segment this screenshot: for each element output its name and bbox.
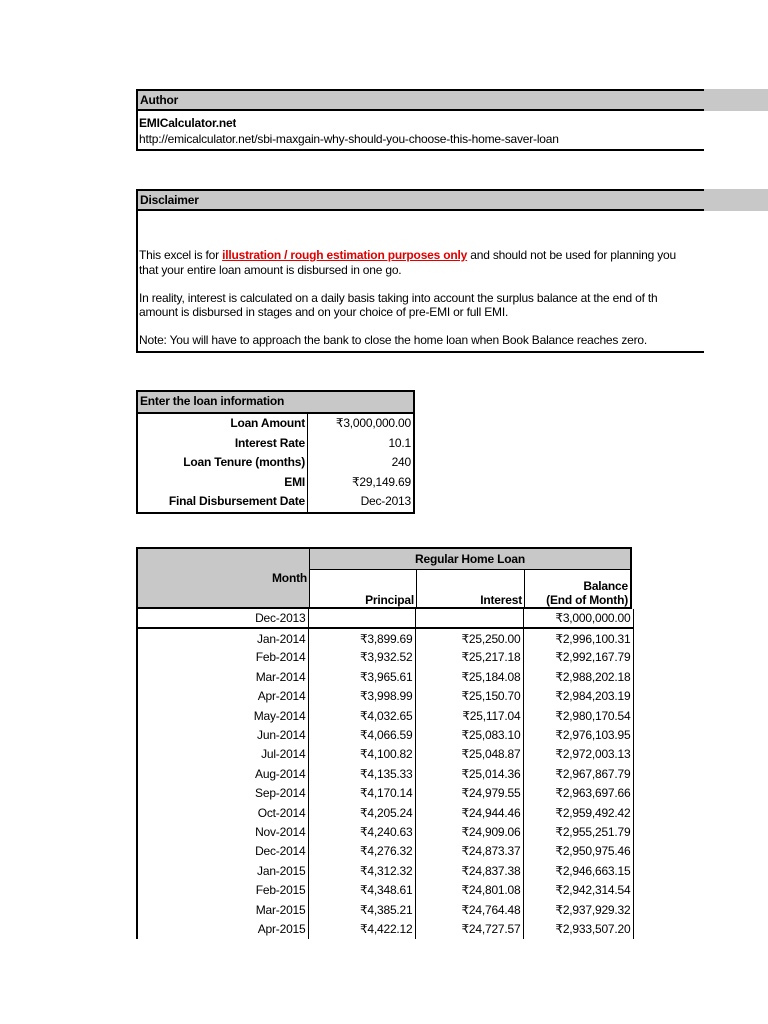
principal-cell: ₹3,932.52 — [308, 648, 415, 667]
principal-cell: ₹3,998.99 — [308, 687, 415, 706]
interest-cell — [415, 609, 523, 628]
table-row — [137, 609, 633, 628]
interest-cell: ₹24,801.08 — [415, 880, 523, 899]
table-row — [137, 687, 633, 706]
emi-row — [138, 473, 413, 493]
emi-value[interactable]: ₹29,149.69 — [351, 474, 411, 489]
amortization-table — [136, 547, 632, 939]
table-row — [137, 784, 633, 803]
balance-cell: ₹2,950,975.46 — [523, 842, 633, 861]
month-cell: Feb-2015 — [137, 880, 308, 899]
author-name: EMICalculator.net — [139, 116, 237, 130]
principal-cell: ₹4,276.32 — [308, 842, 415, 861]
balance-cell: ₹2,996,100.31 — [523, 628, 633, 647]
principal-cell: ₹4,170.14 — [308, 784, 415, 803]
principal-cell: ₹4,135.33 — [308, 764, 415, 783]
month-cell: Mar-2014 — [137, 667, 308, 686]
month-cell: Feb-2014 — [137, 648, 308, 667]
principal-cell: ₹4,240.63 — [308, 822, 415, 841]
disclaimer-box — [136, 211, 704, 353]
regular-home-loan-header: Regular Home Loan — [309, 549, 630, 570]
principal-cell: ₹4,312.32 — [308, 861, 415, 880]
loan-info-box — [136, 390, 415, 514]
interest-cell: ₹25,250.00 — [415, 628, 523, 647]
interest-cell: ₹24,944.46 — [415, 803, 523, 822]
table-row — [137, 900, 633, 919]
interest-rate-row — [138, 434, 413, 454]
month-cell: Sep-2014 — [137, 784, 308, 803]
principal-cell: ₹4,422.12 — [308, 919, 415, 938]
schedule-body — [136, 609, 634, 939]
table-row — [137, 861, 633, 880]
table-row — [137, 628, 633, 647]
interest-column-header: Interest — [416, 570, 524, 607]
balance-cell: ₹2,988,202.18 — [523, 667, 633, 686]
month-cell: Jul-2014 — [137, 745, 308, 764]
month-cell: Mar-2015 — [137, 900, 308, 919]
month-cell: Aug-2014 — [137, 764, 308, 783]
balance-column-header: Balance (End of Month) — [524, 570, 630, 607]
interest-rate-input[interactable]: 10.1 — [388, 435, 411, 450]
balance-cell: ₹2,984,203.19 — [523, 687, 633, 706]
table-row — [137, 919, 633, 938]
principal-cell: ₹4,032.65 — [308, 706, 415, 725]
principal-cell: ₹3,965.61 — [308, 667, 415, 686]
table-row — [137, 880, 633, 899]
balance-cell: ₹2,980,170.54 — [523, 706, 633, 725]
principal-cell — [308, 609, 415, 628]
interest-rate-label: Interest Rate — [138, 434, 308, 454]
disclaimer-line-1: This excel is for illustration / rough estimation purposes only and should not be used for planning you — [139, 248, 676, 262]
principal-column-header: Principal — [309, 570, 416, 607]
month-cell: Jan-2014 — [137, 628, 308, 647]
month-cell: Jun-2014 — [137, 725, 308, 744]
interest-cell: ₹24,979.55 — [415, 784, 523, 803]
balance-cell: ₹2,955,251.79 — [523, 822, 633, 841]
author-header: Author — [136, 89, 704, 111]
balance-cell: ₹2,967,867.79 — [523, 764, 633, 783]
interest-cell: ₹25,083.10 — [415, 725, 523, 744]
principal-cell: ₹4,100.82 — [308, 745, 415, 764]
month-cell: Oct-2014 — [137, 803, 308, 822]
balance-cell: ₹2,959,492.42 — [523, 803, 633, 822]
table-row — [137, 822, 633, 841]
loan-info-header: Enter the loan information — [138, 392, 413, 414]
month-cell: Apr-2015 — [137, 919, 308, 938]
principal-cell: ₹3,899.69 — [308, 628, 415, 647]
month-column-header: Month — [272, 571, 307, 585]
author-header-overflow — [704, 89, 768, 111]
interest-cell: ₹24,764.48 — [415, 900, 523, 919]
interest-cell: ₹25,048.87 — [415, 745, 523, 764]
interest-cell: ₹25,184.08 — [415, 667, 523, 686]
interest-cell: ₹25,014.36 — [415, 764, 523, 783]
disclaimer-highlight: illustration / rough estimation purposes only — [222, 248, 468, 262]
interest-cell: ₹24,909.06 — [415, 822, 523, 841]
disclaimer-header: Disclaimer — [136, 189, 704, 211]
disclaimer-line-2: that your entire loan amount is disbursed in one go. — [139, 263, 402, 277]
loan-amount-input[interactable]: ₹3,000,000.00 — [335, 416, 411, 430]
month-cell: Dec-2014 — [137, 842, 308, 861]
interest-cell: ₹25,117.04 — [415, 706, 523, 725]
month-cell: Dec-2013 — [137, 609, 308, 628]
balance-cell: ₹2,963,697.66 — [523, 784, 633, 803]
final-disbursement-row — [138, 492, 413, 512]
balance-cell: ₹2,946,663.15 — [523, 861, 633, 880]
month-cell: Nov-2014 — [137, 822, 308, 841]
balance-cell: ₹3,000,000.00 — [523, 609, 633, 628]
principal-cell: ₹4,205.24 — [308, 803, 415, 822]
loan-tenure-row — [138, 453, 413, 473]
author-url[interactable]: http://emicalculator.net/sbi-maxgain-why-should-you-choose-this-home-saver-loan — [139, 132, 559, 146]
interest-cell: ₹24,727.57 — [415, 919, 523, 938]
balance-cell: ₹2,972,003.13 — [523, 745, 633, 764]
table-row — [137, 764, 633, 783]
interest-cell: ₹25,150.70 — [415, 687, 523, 706]
table-row — [137, 842, 633, 861]
month-cell: Apr-2014 — [137, 687, 308, 706]
balance-cell: ₹2,992,167.79 — [523, 648, 633, 667]
disclaimer-line-4: amount is disbursed in stages and on your choice of pre-EMI or full EMI. — [139, 305, 509, 319]
table-row — [137, 745, 633, 764]
principal-cell: ₹4,348.61 — [308, 880, 415, 899]
loan-tenure-input[interactable]: 240 — [391, 455, 411, 469]
disclaimer-note: Note: You will have to approach the bank to close the home loan when Book Balance reaches zero. — [139, 333, 648, 347]
disclaimer-line-3: In reality, interest is calculated on a daily basis taking into account the surplus balance at the end of th — [139, 291, 658, 305]
loan-amount-row — [138, 414, 413, 434]
table-row — [137, 803, 633, 822]
month-cell: Jan-2015 — [137, 861, 308, 880]
disclaimer-header-overflow — [704, 189, 768, 211]
table-row — [137, 706, 633, 725]
loan-tenure-label: Loan Tenure (months) — [138, 453, 308, 473]
balance-cell: ₹2,937,929.32 — [523, 900, 633, 919]
interest-cell: ₹24,873.37 — [415, 842, 523, 861]
author-box — [136, 111, 704, 151]
balance-cell: ₹2,933,507.20 — [523, 919, 633, 938]
month-cell: May-2014 — [137, 706, 308, 725]
principal-cell: ₹4,066.59 — [308, 725, 415, 744]
final-disbursement-input[interactable]: Dec-2013 — [360, 494, 411, 508]
interest-cell: ₹24,837.38 — [415, 861, 523, 880]
table-row — [137, 667, 633, 686]
loan-amount-label: Loan Amount — [138, 414, 308, 434]
balance-cell: ₹2,976,103.95 — [523, 725, 633, 744]
principal-cell: ₹4,385.21 — [308, 900, 415, 919]
interest-cell: ₹25,217.18 — [415, 648, 523, 667]
table-row — [137, 648, 633, 667]
emi-label: EMI — [138, 473, 308, 493]
balance-cell: ₹2,942,314.54 — [523, 880, 633, 899]
table-row — [137, 725, 633, 744]
schedule-header — [136, 547, 632, 609]
final-disbursement-label: Final Disbursement Date — [138, 492, 308, 512]
